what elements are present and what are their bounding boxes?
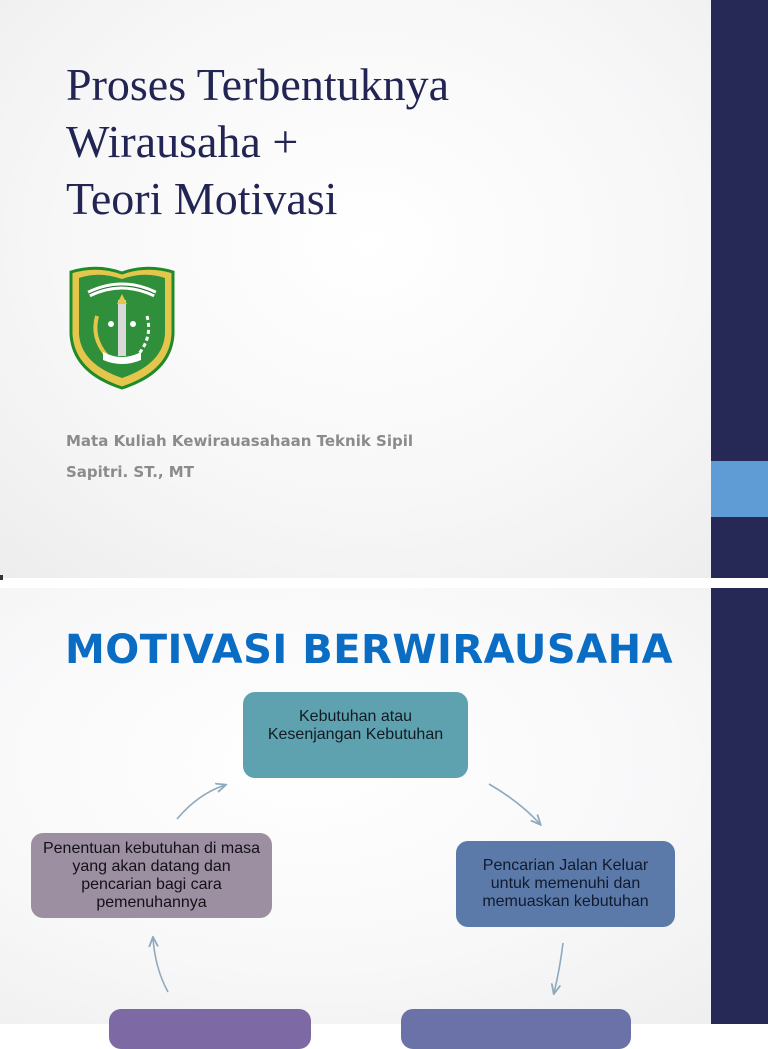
slide-heading: MOTIVASI BERWIRAUSAHA [64, 627, 674, 673]
separator-mark [0, 575, 3, 580]
arrow-future-to-need [177, 785, 225, 819]
cycle-arrows [0, 588, 711, 1024]
university-shield-emblem-icon [67, 264, 177, 392]
course-name: Mata Kuliah Kewirauasahaan Teknik Sipil [66, 432, 414, 450]
sidebar-accent-block [711, 461, 768, 517]
slide-separator [0, 578, 768, 588]
title-line-1: Proses Terbentuknya [66, 59, 450, 110]
title-line-3: Teori Motivasi [66, 173, 338, 224]
arrow-search-to-next [554, 943, 563, 993]
cycle-node-bottom-right [401, 1009, 631, 1049]
title-line-2: Wirausaha + [66, 116, 299, 167]
arrow-need-to-search [489, 784, 540, 824]
slide-subtitle [66, 426, 413, 488]
cycle-node-bottom-left [109, 1009, 311, 1049]
cycle-node-future: Penentuan kebutuhan di masa yang akan datang dan pencarian bagi cara pemenuhannya [31, 833, 272, 918]
cycle-node-search: Pencarian Jalan Keluar untuk memenuhi dan memuaskan kebutuhan [456, 841, 675, 927]
slide-title [66, 56, 449, 227]
lecturer-name: Sapitri. ST., MT [66, 463, 194, 481]
arrow-prev-to-future [153, 938, 168, 992]
cycle-node-need: Kebutuhan atau Kesenjangan Kebutuhan [243, 692, 468, 778]
